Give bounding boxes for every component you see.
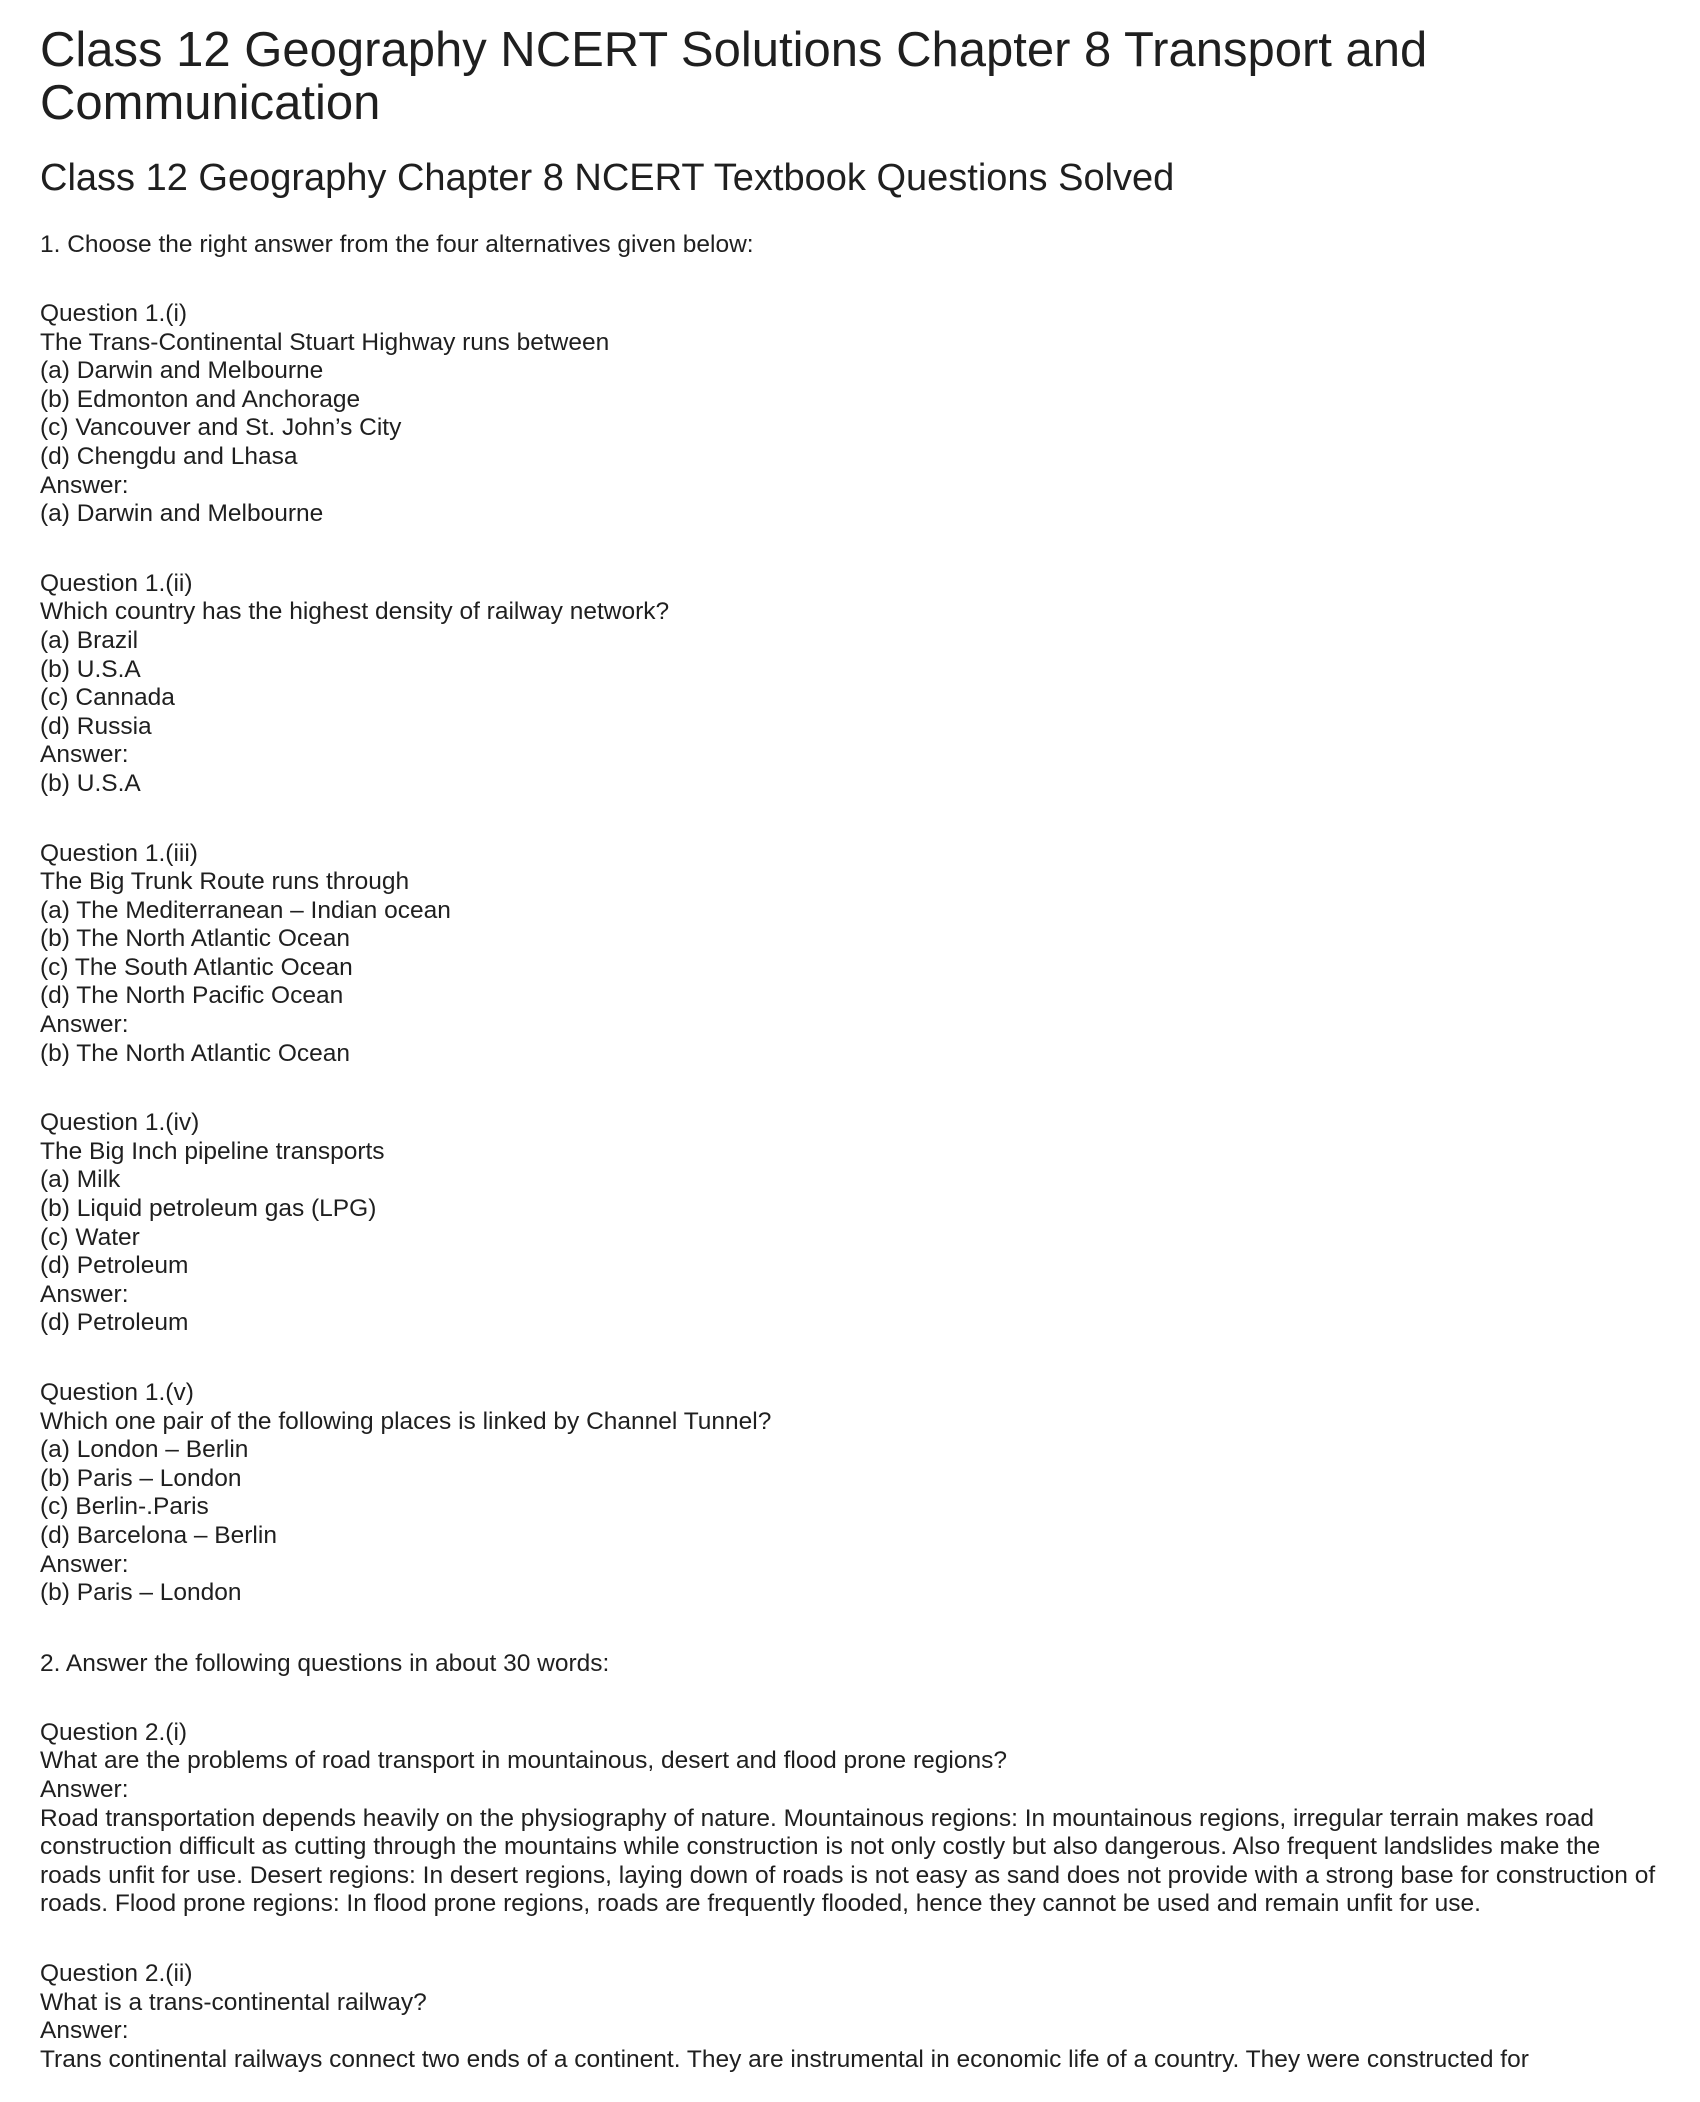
answer-option: (c) Cannada xyxy=(40,684,175,712)
answer-option: (d) Barcelona – Berlin xyxy=(40,1521,277,1549)
answer-label: Answer: xyxy=(40,1775,129,1803)
question-text: The Trans-Continental Stuart Highway runs between xyxy=(40,328,610,356)
answer-text: (a) Darwin and Melbourne xyxy=(40,500,324,528)
question-text: The Big Inch pipeline transports xyxy=(40,1137,385,1165)
answer-text: (b) Paris – London xyxy=(40,1579,242,1607)
answer-label: Answer: xyxy=(40,741,129,769)
answer-text: (b) The North Atlantic Ocean xyxy=(40,1039,351,1067)
answer-option: (b) Edmonton and Anchorage xyxy=(40,385,361,413)
question-label: Question 1.(ii) xyxy=(40,569,193,597)
answer-label: Answer: xyxy=(40,471,129,499)
question-text: Which country has the highest density of railway network? xyxy=(40,598,670,626)
answer-paragraph: Road transportation depends heavily on the physiography of nature. Mountainous regions: In mountainous regions, irregular terrain makes road construction difficult as cutting through the mountains while construction is not only costly but also dangerous. Also frequent landslides make the roads unfit for use. Desert regions: In desert regions, laying down of roads is not easy as sand does not provide with a strong base for construction of roads. Flood prone regions: In flood prone regions, roads are frequently flooded, hence they cannot be used and remain unfit for use. xyxy=(40,1804,1656,1918)
answer-label: Answer: xyxy=(40,1550,129,1578)
section-subtitle: Class 12 Geography Chapter 8 NCERT Textbook Questions Solved xyxy=(40,157,1175,199)
question-block xyxy=(40,1109,1660,1338)
question-label: Question 1.(v) xyxy=(40,1379,194,1406)
answer-option: (d) Petroleum xyxy=(40,1252,189,1280)
question-block xyxy=(40,1719,1660,1919)
answer-option: (d) Russia xyxy=(40,712,152,740)
answer-label: Answer: xyxy=(40,1280,129,1308)
answer-option: (c) Water xyxy=(40,1223,140,1251)
question-block xyxy=(40,300,1660,529)
answer-label: Answer: xyxy=(40,1011,129,1039)
answer-option: (b) Liquid petroleum gas (LPG) xyxy=(40,1195,377,1223)
question-block xyxy=(40,1379,1660,1608)
question-text: Which one pair of the following places is linked by Channel Tunnel? xyxy=(40,1407,772,1435)
answer-option: (a) London – Berlin xyxy=(40,1436,249,1464)
question-label: Question 2.(ii) xyxy=(40,1959,193,1987)
question-text: What is a trans-continental railway? xyxy=(40,1988,427,2016)
answer-option: (a) Darwin and Melbourne xyxy=(40,357,324,385)
answer-option: (a) Brazil xyxy=(40,626,139,654)
question-label: Question 1.(i) xyxy=(40,300,188,327)
question-label: Question 2.(i) xyxy=(40,1718,188,1746)
answer-text: (b) U.S.A xyxy=(40,769,141,797)
question-label: Question 1.(iii) xyxy=(40,839,198,867)
question-text: The Big Trunk Route runs through xyxy=(40,868,410,896)
answer-option: (c) Vancouver and St. John’s City xyxy=(40,414,402,442)
section2-questions xyxy=(40,1719,1660,2075)
section1-instruction: 1. Choose the right answer from the four alternatives given below: xyxy=(40,231,754,258)
answer-label: Answer: xyxy=(40,2017,129,2045)
answer-option: (c) The South Atlantic Ocean xyxy=(40,953,353,981)
question-block xyxy=(40,570,1660,799)
answer-text: (d) Petroleum xyxy=(40,1309,189,1337)
answer-option: (b) Paris – London xyxy=(40,1464,242,1492)
question-block xyxy=(40,1960,1660,2074)
answer-option: (b) The North Atlantic Ocean xyxy=(40,925,351,953)
answer-option: (d) The North Pacific Ocean xyxy=(40,982,344,1010)
section1-questions xyxy=(40,300,1660,1608)
answer-option: (c) Berlin-.Paris xyxy=(40,1493,209,1521)
page-title: Class 12 Geography NCERT Solutions Chapter 8 Transport and Communication xyxy=(40,23,1428,130)
question-block xyxy=(40,840,1660,1069)
question-text: What are the problems of road transport in mountainous, desert and flood prone regions? xyxy=(40,1747,1007,1775)
section2-instruction: 2. Answer the following questions in about 30 words: xyxy=(40,1649,610,1677)
question-label: Question 1.(iv) xyxy=(40,1109,200,1137)
answer-option: (a) The Mediterranean – Indian ocean xyxy=(40,896,451,924)
answer-option: (b) U.S.A xyxy=(40,655,141,683)
answer-option: (a) Milk xyxy=(40,1166,121,1194)
answer-option: (d) Chengdu and Lhasa xyxy=(40,442,298,470)
answer-paragraph: Trans continental railways connect two ends of a continent. They are instrumental in economic life of a country. They were constructed for xyxy=(40,2045,1529,2073)
